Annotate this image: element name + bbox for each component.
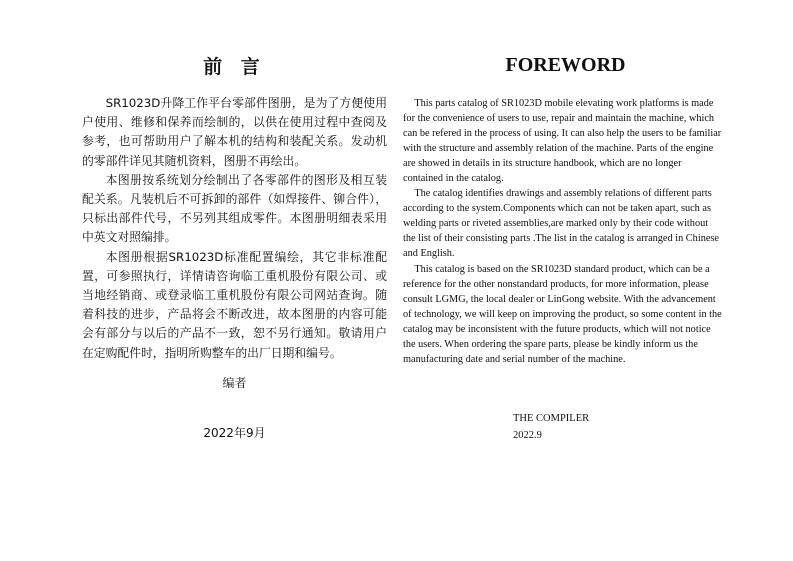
- chinese-paragraph-3: 本图册根据SR1023D标准配置编绘，其它非标准配置，可参照执行，详情请咨询临工重机股份有限公司、或当地经销商、或登录临工重机股份有限公司网站查询。随着科技的进步，产品将会不断改进，故本图册的内容可能会有部分与以后的产品不一致，恕不另行通知。敬请用户在定购配件时，指明所购整车的出厂日期和编号。: [82, 249, 387, 360]
- english-title: FOREWORD: [505, 54, 626, 76]
- chinese-paragraph-1: SR1023D升降工作平台零部件图册，是为了方便使用户使用、维修和保养而绘制的，以供在使用过程中查阅及参考，也可帮助用户了解本机的结构和装配关系。发动机的零部件详见其随机资料，图册不再绘出。: [82, 96, 387, 168]
- english-paragraph-3: This catalog is based on the SR1023D standard product, which can be a reference for the other nonstandard products, for more information, please consult LGMG, the local dealer or LinGong website. With the advancement of technology, we will keep on improving the product, so some content in the catalog may be inconsistent with the future products, which will not notice the users. When ordering the spare parts, please be kindly inform us the manufacturing date and serial number of the machine.: [403, 263, 722, 365]
- chinese-paragraph-2: 本图册按系统划分绘制出了各零部件的图形及相互装配关系。凡装机后不可拆卸的部件（如焊接件、铆合件），只标出部件代号，不另列其组成零件。本图册明细表采用中英文对照编排。: [82, 172, 387, 245]
- chinese-date: 2022年9月: [203, 426, 266, 440]
- english-paragraph-1: This parts catalog of SR1023D mobile elevating work platforms is made for the convenience of users to use, repair and maintain the machine, which can be refered in the process of using. It can also help the users to be familiar with the structure and assembly relation of the machine. Parts of the engine are showed in details in its structure handbook, which are no longer contained in the catalog.: [403, 98, 722, 185]
- english-date: 2022.9: [513, 430, 542, 441]
- english-paragraph-2: The catalog identifies drawings and assembly relations of different parts according to the system.Components which can not be taken apart, such as welding parts or riveted assemblies,are marked only by their code without the list of their consisting parts .The list in the catalog is arranged in Chinese and English.: [403, 188, 719, 260]
- chinese-body: [82, 94, 387, 363]
- english-body: [403, 96, 723, 367]
- chinese-title: 前 言: [203, 56, 266, 78]
- chinese-signature: 编者: [222, 376, 247, 390]
- english-signature: THE COMPILER: [513, 413, 590, 424]
